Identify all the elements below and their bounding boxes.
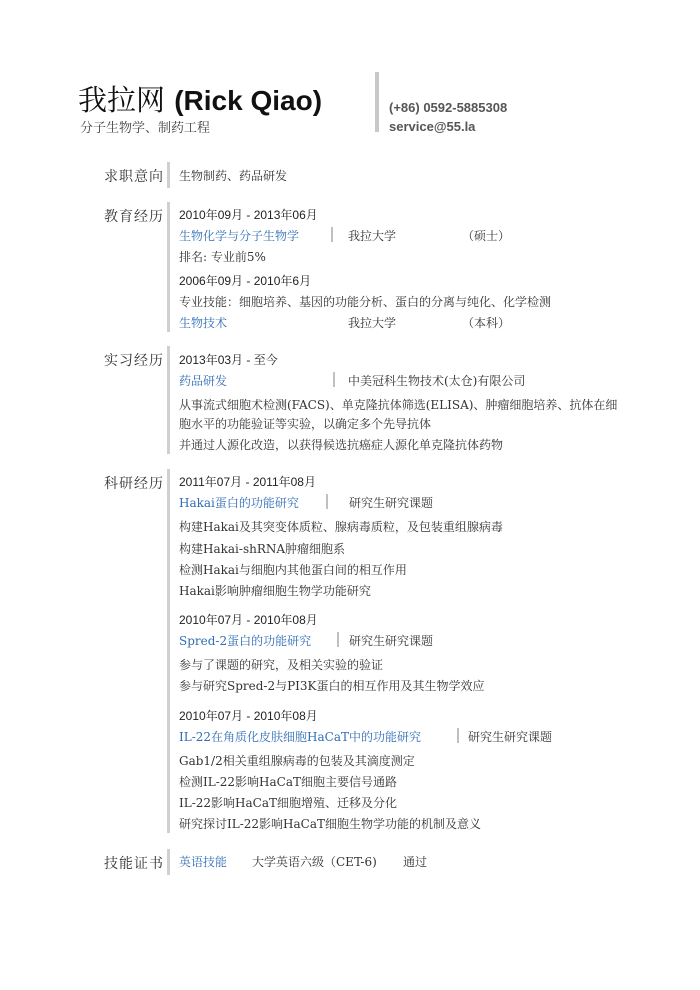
contact-email: service@55.la [389,119,476,134]
research-date: 2010年07月 - 2010年08月 [179,613,318,627]
section-bar-skills [167,849,170,875]
research-line: 参与研究Spred-2与PI3K蛋白的相互作用及其生物学效应 [179,679,485,693]
name-chinese: 我拉网 [78,83,166,117]
education-school: 我拉大学 [348,229,397,243]
section-bar-objective [167,162,170,188]
internship-line: 并通过人源化改造，以获得候选抗癌症人源化单克隆抗体药物 [179,438,504,452]
education-major: 生物技术 [179,316,228,330]
research-title: Hakai蛋白的功能研究 [179,496,299,510]
research-line: Hakai影响肿瘤细胞生物学功能研究 [179,584,371,598]
education-major: 生物化学与分子生物学 [179,229,300,243]
education-rank: 排名: 专业前5% [179,250,266,264]
research-line: 研究探讨IL-22影响HaCaT细胞生物学功能的机制及意义 [179,817,481,831]
section-label-internship: 实习经历 [104,353,164,369]
research-title: Spred-2蛋白的功能研究 [179,634,312,648]
education-school: 我拉大学 [348,316,397,330]
section-label-skills: 技能证书 [104,856,164,872]
research-type: 研究生研究课题 [349,496,434,510]
resume-subtitle: 分子生物学、制药工程 [80,121,211,136]
research-line: 构建Hakai及其突变体质粒、腺病毒质粒，及包装重组腺病毒 [179,520,503,534]
name-english: (Rick Qiao) [174,85,323,116]
research-date: 2010年07月 - 2010年08月 [179,709,318,723]
research-line: 检测Hakai与细胞内其他蛋白间的相互作用 [179,563,407,577]
research-separator [326,494,328,509]
research-line: 检测IL-22影响HaCaT细胞主要信号通路 [179,775,397,789]
internship-role: 药品研发 [179,374,228,388]
section-label-objective: 求职意向 [104,169,164,185]
section-bar-research [167,469,170,833]
internship-company: 中美冠科生物技术(太仓)有限公司 [348,374,526,388]
research-type: 研究生研究课题 [468,730,553,744]
research-line: 参与了课题的研究，及相关实验的验证 [179,658,384,672]
internship-date: 2013年03月 - 至今 [179,353,278,367]
skill-certificate: 大学英语六级（CET-6) [252,855,377,869]
skill-status: 通过 [403,855,428,869]
education-degree: （本科） [462,316,511,330]
section-bar-internship [167,346,170,454]
education-date: 2006年09月 - 2010年6月 [179,274,312,288]
research-date: 2011年07月 - 2011年08月 [179,475,316,489]
research-separator [337,632,339,647]
contact-phone: (+86) 0592-5885308 [389,100,508,115]
research-line: Gab1/2相关重组腺病毒的包装及其滴度测定 [179,754,415,768]
internship-line: 胞水平的功能验证等实验，以确定多个先导抗体 [179,417,432,431]
objective-text: 生物制药、药品研发 [179,169,288,183]
education-skills: 专业技能：细胞培养、基因的功能分析、蛋白的分离与纯化、化学检测 [179,295,552,309]
resume-name [78,78,322,119]
internship-line: 从事流式细胞术检测(FACS)、单克隆抗体筛选(ELISA)、肿瘤细胞培养、抗体在细 [179,398,618,412]
education-separator [331,227,333,242]
section-label-research: 科研经历 [104,476,164,492]
research-title: IL-22在角质化皮肤细胞HaCaT中的功能研究 [179,730,421,744]
section-bar-education [167,202,170,332]
internship-separator [333,372,335,387]
header-divider [375,72,379,132]
section-label-education: 教育经历 [104,209,164,225]
research-line: IL-22影响HaCaT细胞增殖、迁移及分化 [179,796,397,810]
research-separator [457,728,459,743]
education-date: 2010年09月 - 2013年06月 [179,208,318,222]
research-line: 构建Hakai-shRNA肿瘤细胞系 [179,542,346,556]
skill-category: 英语技能 [179,855,228,869]
research-type: 研究生研究课题 [349,634,434,648]
education-degree: （硕士） [462,229,511,243]
